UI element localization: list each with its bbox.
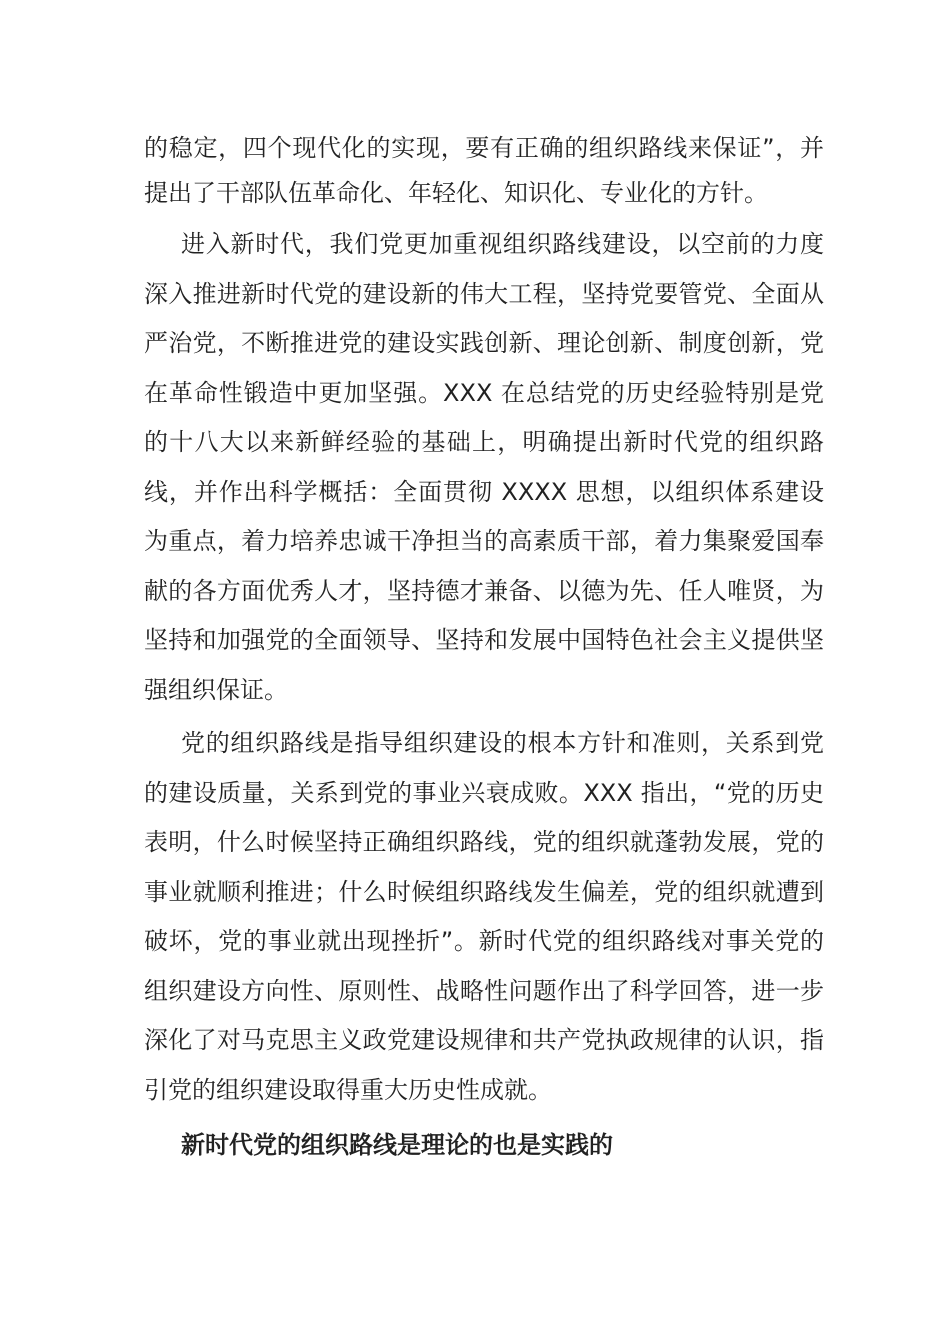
paragraph-continuation: 的稳定，四个现代化的实现，要有正确的组织路线来保证”，并提出了干部队伍革命化、年轻化、知识化、专业化的方针。 (144, 134, 824, 207)
section-heading: 新时代党的组织路线是理论的也是实践的 (181, 1131, 613, 1159)
document-body (144, 126, 824, 1171)
paragraph-new-era: 进入新时代，我们党更加重视组织路线建设，以空前的力度深入推进新时代党的建设新的伟大工程，坚持党要管党、全面从严治党，不断推进党的建设实践创新、理论创新、制度创新，党在革命性锻造中更加坚强。XXX 在总结党的历史经验特别是党的十八大以来新鲜经验的基础上，明确提出新时代党的组织路线，并作出科学概括：全面贯彻 XXXX 思想，以组织体系建设为重点，着力培养忠诚干净担当的高素质干部，着力集聚爱国奉献的各方面优秀人才，坚持德才兼备、以德为先、任人唯贤，为坚持和加强党的全面领导、坚持和发展中国特色社会主义提供坚强组织保证。 (144, 230, 824, 704)
paragraph-organizational-line: 党的组织路线是指导组织建设的根本方针和准则，关系到党的建设质量，关系到党的事业兴衰成败。XXX 指出，“党的历史表明，什么时候坚持正确组织路线，党的组织就蓬勃发展，党的事业就顺利推进；什么时候组织路线发生偏差，党的组织就遭到破坏，党的事业就出现挫折”。新时代党的组织路线对事关党的组织建设方向性、原则性、战略性问题作出了科学回答，进一步深化了对马克思主义政党建设规律和共产党执政规律的认识，指引党的组织建设取得重大历史性成就。 (144, 729, 824, 1104)
